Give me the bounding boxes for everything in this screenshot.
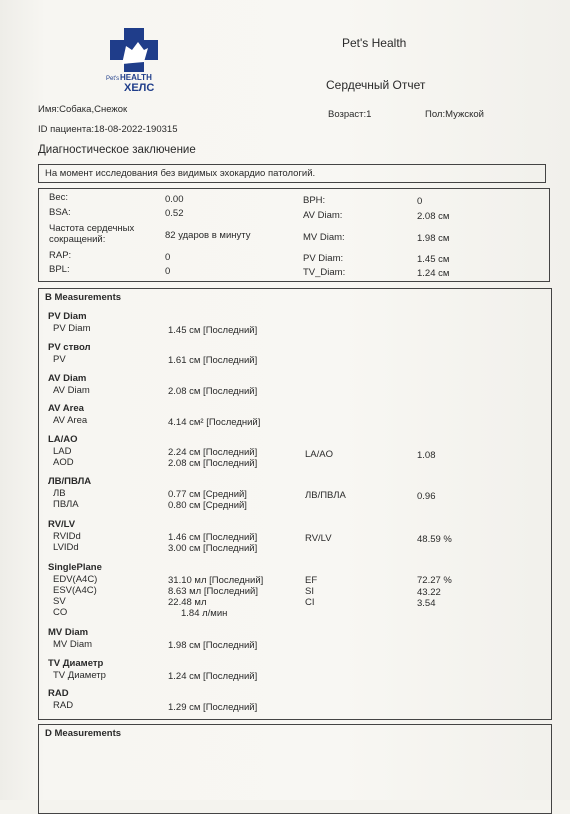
group-title: PV ствол xyxy=(48,342,91,353)
clinic-logo xyxy=(104,28,166,92)
measurement-value: 2.08 см [Последний] xyxy=(168,386,258,397)
ratio-value: 72.27 % xyxy=(417,575,452,586)
vital-bsa-value: 0.52 xyxy=(165,208,184,219)
vital-bph-value: 0 xyxy=(417,196,423,207)
group-title: RAD xyxy=(48,688,69,699)
measurement-value: 1.61 см [Последний] xyxy=(168,355,258,366)
vital-hr-label: Частота сердечных сокращений: xyxy=(49,223,135,245)
vital-rap-label: RAP: xyxy=(49,250,72,261)
measurement-label: CO xyxy=(53,607,68,618)
diagnosis-text: На момент исследования без видимых эхокардио патологий. xyxy=(45,168,316,179)
vital-bpl-label: BPL: xyxy=(49,264,70,275)
measurement-value: 2.08 см [Последний] xyxy=(168,458,258,469)
vital-mvdiam-label: MV Diam: xyxy=(303,232,345,243)
ratio-value: 3.54 xyxy=(417,598,436,609)
measurement-label: PV Diam xyxy=(53,323,91,334)
group-title: LA/AO xyxy=(48,434,78,445)
vital-weight-label: Вес: xyxy=(49,192,69,203)
ratio-value: 43.22 xyxy=(417,587,441,598)
ratio-label: SI xyxy=(305,586,314,597)
ratio-label: CI xyxy=(305,597,315,608)
patient-age: Возраст:1 xyxy=(328,109,372,120)
group-title: MV Diam xyxy=(48,627,89,638)
measurement-label: ЛВ xyxy=(53,488,66,499)
group-title: AV Area xyxy=(48,403,84,414)
group-title: SinglePlane xyxy=(48,562,102,573)
group-title: AV Diam xyxy=(48,373,87,384)
vitals-box xyxy=(38,188,550,282)
pet-cross-logo-icon xyxy=(104,28,166,92)
measurement-value: 1.46 см [Последний] xyxy=(168,532,258,543)
diagnosis-box xyxy=(38,164,546,183)
group-title: PV Diam xyxy=(48,311,87,322)
measurement-label: MV Diam xyxy=(53,639,93,650)
measurement-label: EDV(A4C) xyxy=(53,574,98,585)
measurement-value: 0.80 см [Средний] xyxy=(168,500,247,511)
measurement-label: SV xyxy=(53,596,66,607)
logo-prefix: Pet's xyxy=(106,76,120,82)
measurement-value: 1.84 л/мин xyxy=(181,608,228,619)
measurement-label: AV Area xyxy=(53,415,88,426)
logo-health: HEALTH xyxy=(120,73,152,82)
b-measurements-title: B Measurements xyxy=(45,292,122,303)
measurement-value: 31.10 мл [Последний] xyxy=(168,575,264,586)
vital-bpl-value: 0 xyxy=(165,266,171,277)
measurement-label: TV Диаметр xyxy=(53,670,106,681)
d-measurements-box xyxy=(38,724,552,814)
vital-bsa-label: BSA: xyxy=(49,207,71,218)
group-title: ЛВ/ПВЛА xyxy=(48,476,92,487)
ratio-label: LA/AO xyxy=(305,449,333,460)
vital-tvdiam-label: TV_Diam: xyxy=(303,267,346,278)
vital-avdiam-label: AV Diam: xyxy=(303,210,343,221)
measurement-value: 1.24 см [Последний] xyxy=(168,671,258,682)
measurement-value: 22.48 мл xyxy=(168,597,207,608)
logo-hels: ХЕЛС xyxy=(124,82,155,92)
vital-hr-value: 82 ударов в минуту xyxy=(165,230,251,241)
vital-mvdiam-value: 1.98 см xyxy=(417,233,450,244)
measurement-label: AOD xyxy=(53,457,74,468)
ratio-label: ЛВ/ПВЛА xyxy=(305,490,346,501)
measurement-value: 1.29 см [Последний] xyxy=(168,702,258,713)
measurement-label: LAD xyxy=(53,446,72,457)
measurement-value: 2.24 см [Последний] xyxy=(168,447,258,458)
measurement-label: AV Diam xyxy=(53,385,90,396)
vital-pvdiam-value: 1.45 см xyxy=(417,254,450,265)
vital-pvdiam-label: PV Diam: xyxy=(303,253,344,264)
measurement-label: RVIDd xyxy=(53,531,81,542)
measurement-label: ПВЛА xyxy=(53,499,79,510)
ratio-label: EF xyxy=(305,575,318,586)
measurement-value: 4.14 см² [Последний] xyxy=(168,417,261,428)
measurement-value: 3.00 см [Последний] xyxy=(168,543,258,554)
measurement-label: ESV(A4C) xyxy=(53,585,97,596)
ratio-value: 0.96 xyxy=(417,491,436,502)
ratio-value: 48.59 % xyxy=(417,534,452,545)
measurement-label: LVIDd xyxy=(53,542,79,553)
patient-sex: Пол:Мужской xyxy=(425,109,484,120)
vital-tvdiam-value: 1.24 см xyxy=(417,268,450,279)
vital-bph-label: BPH: xyxy=(303,195,326,206)
vital-weight-value: 0.00 xyxy=(165,194,184,205)
group-title: RV/LV xyxy=(48,519,76,530)
d-measurements-title: D Measurements xyxy=(45,728,122,739)
clinic-name: Pet's Health xyxy=(342,36,407,50)
ratio-value: 1.08 xyxy=(417,450,436,461)
vital-rap-value: 0 xyxy=(165,252,171,263)
patient-id: ID пациента:18-08-2022-190315 xyxy=(38,124,178,135)
measurement-value: 8.63 мл [Последний] xyxy=(168,586,259,597)
group-title: TV Диаметр xyxy=(48,658,104,669)
report-title: Сердечный Отчет xyxy=(326,78,426,92)
patient-name: Имя:Собака,Снежок xyxy=(38,104,128,115)
vital-avdiam-value: 2.08 см xyxy=(417,211,450,222)
diagnosis-title: Диагностическое заключение xyxy=(38,144,196,156)
b-measurements-box xyxy=(38,288,552,720)
ratio-label: RV/LV xyxy=(305,533,332,544)
measurement-value: 1.45 см [Последний] xyxy=(168,325,258,336)
measurement-label: PV xyxy=(53,354,66,365)
measurement-value: 1.98 см [Последний] xyxy=(168,640,258,651)
measurement-label: RAD xyxy=(53,700,74,711)
measurement-value: 0.77 см [Средний] xyxy=(168,489,247,500)
